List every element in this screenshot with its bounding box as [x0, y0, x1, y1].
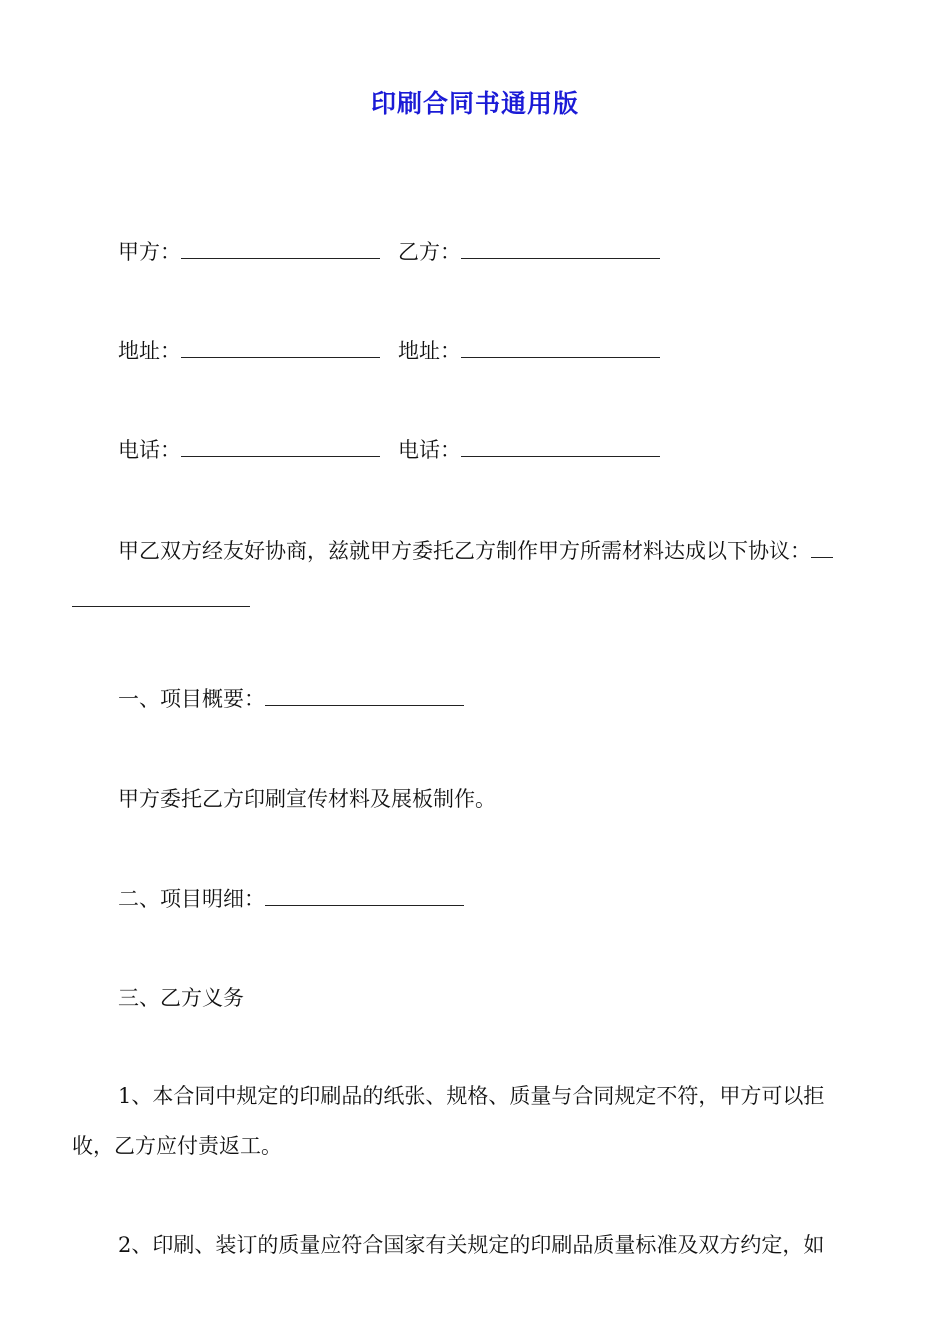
section2-heading-row: [118, 884, 464, 914]
section1-blank[interactable]: [265, 685, 464, 706]
intro-paragraph: [118, 536, 833, 566]
phone-a-blank[interactable]: [181, 436, 380, 457]
address-a-row: [118, 336, 380, 366]
section2-heading: 二、项目明细：: [118, 887, 265, 911]
address-b-row: [398, 336, 660, 366]
section2-blank[interactable]: [265, 885, 464, 906]
party-a-blank[interactable]: [181, 238, 380, 259]
party-b-label: 乙方：: [398, 240, 461, 264]
party-b-row: [398, 237, 660, 267]
clause1-line1: 1、本合同中规定的印刷品的纸张、规格、质量与合同规定不符，甲方可以拒: [118, 1084, 825, 1108]
address-b-label: 地址：: [398, 339, 461, 363]
phone-b-blank[interactable]: [461, 436, 660, 457]
phone-a-label: 电话：: [118, 438, 181, 462]
phone-b-row: [398, 435, 660, 465]
section1-heading-row: [118, 684, 464, 714]
section3-heading: 三、乙方义务: [118, 986, 244, 1010]
address-b-blank[interactable]: [461, 337, 660, 358]
clause1-line2: 收，乙方应付责返工。: [72, 1134, 282, 1158]
clause2-line1: 2、印刷、装订的质量应符合国家有关规定的印刷品质量标准及双方约定，如: [118, 1233, 825, 1257]
intro-blank-2[interactable]: [72, 586, 250, 607]
document-title: 印刷合同书通用版: [370, 89, 579, 118]
party-b-blank[interactable]: [461, 238, 660, 259]
section1-heading: 一、项目概要：: [118, 687, 265, 711]
intro-continuation: [72, 585, 250, 615]
party-a-row: [118, 237, 380, 267]
address-a-blank[interactable]: [181, 337, 380, 358]
section1-body: 甲方委托乙方印刷宣传材料及展板制作。: [118, 787, 496, 811]
intro-text: 甲乙双方经友好协商，兹就甲方委托乙方制作甲方所需材料达成以下协议：: [118, 539, 811, 563]
phone-b-label: 电话：: [398, 438, 461, 462]
intro-blank-1[interactable]: [811, 537, 833, 558]
party-a-label: 甲方：: [118, 240, 181, 264]
phone-a-row: [118, 435, 380, 465]
address-a-label: 地址：: [118, 339, 181, 363]
